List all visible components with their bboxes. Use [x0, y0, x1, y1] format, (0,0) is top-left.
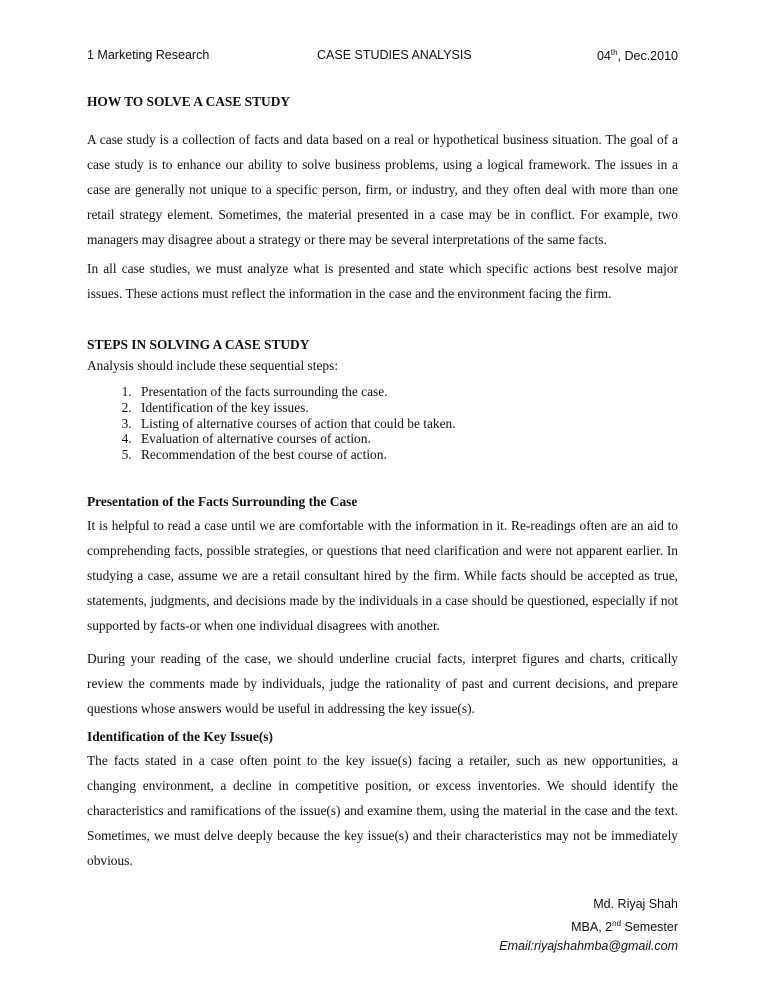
key-issues-heading: Identification of the Key Issue(s) — [87, 729, 273, 744]
author-email: Email:riyajshahmba@gmail.com — [499, 939, 678, 954]
program-rest: Semester — [621, 920, 678, 935]
date-rest: , Dec.2010 — [617, 49, 678, 64]
program-sup: nd — [612, 919, 622, 928]
date-day: 04 — [596, 49, 611, 64]
facts-heading: Presentation of the Facts Surrounding the Case — [87, 494, 358, 509]
date-sup: th — [610, 48, 618, 57]
header-center: CASE STUDIES ANALYSIS — [317, 48, 472, 62]
key-issues-paragraph: The facts stated in a case often point to the key issue(s) facing a retailer, such as new opportunities, a changing environment, a decline in competitive position, or excess inventories. We should identify the characteristics and ramifications of the issue(s) and examine them, using the material in the case and the text. Sometimes, we must delve deeply because the key issue(s) and their characteristics may not be immediately obvious. — [87, 753, 678, 868]
steps-section — [87, 336, 678, 463]
author-footer — [499, 895, 678, 956]
step-item: 4. Evaluation of alternative courses of action. — [135, 431, 678, 447]
steps-intro: Analysis should include these sequential steps: — [87, 358, 339, 373]
intro-paragraph-1: A case study is a collection of facts and data based on a real or hypothetical business situation. The goal of a case study is to enhance our ability to solve business problems, using a logical framework. The issues in a case are generally not unique to a specific person, firm, or industry, and they often deal with more than one retail strategy element. Sometimes, the material presented in a case may be in conflict. For example, two managers may disagree about a strategy or there may be several interpretations of the same facts. — [87, 132, 678, 247]
author-name: Md. Riyaj Shah — [593, 897, 678, 911]
document-title-block — [87, 93, 678, 111]
header-left: 1 Marketing Research — [87, 48, 210, 62]
steps-heading: STEPS IN SOLVING A CASE STUDY — [87, 337, 310, 352]
facts-section — [87, 493, 678, 721]
step-item: 1. Presentation of the facts surrounding the case. — [135, 384, 678, 400]
intro-paragraph-2: In all case studies, we must analyze what is presented and state which specific actions best resolve major issues. These actions must reflect the information in the case and the environment facing the firm. — [87, 261, 678, 301]
intro-section — [87, 127, 678, 306]
facts-paragraph-2: During your reading of the case, we should underline crucial facts, interpret figures and charts, critically review the comments made by individuals, judge the rationality of past and current decisions, and prepare questions whose answers would be useful in addressing the key issue(s). — [87, 651, 678, 716]
facts-paragraph-1: It is helpful to read a case until we are comfortable with the information in it. Re-readings often are an aid to comprehending facts, possible strategies, or questions that need clarification and were not apparent earlier. In studying a case, assume we are a retail consultant hired by the firm. While facts should be accepted as true, statements, judgments, and decisions made by the individuals in a case should be questioned, especially if not supported by facts-or when one individual disagrees with another. — [87, 518, 678, 633]
step-item: 2. Identification of the key issues. — [135, 400, 678, 416]
program-text: MBA, 2 — [571, 920, 613, 935]
author-program — [499, 914, 678, 937]
step-item: 3. Listing of alternative courses of action that could be taken. — [135, 416, 678, 432]
key-issues-section — [87, 728, 678, 873]
document-title: HOW TO SOLVE A CASE STUDY — [87, 94, 291, 109]
header-date — [597, 48, 678, 63]
steps-list — [87, 384, 678, 463]
step-item: 5. Recommendation of the best course of action. — [135, 447, 678, 463]
